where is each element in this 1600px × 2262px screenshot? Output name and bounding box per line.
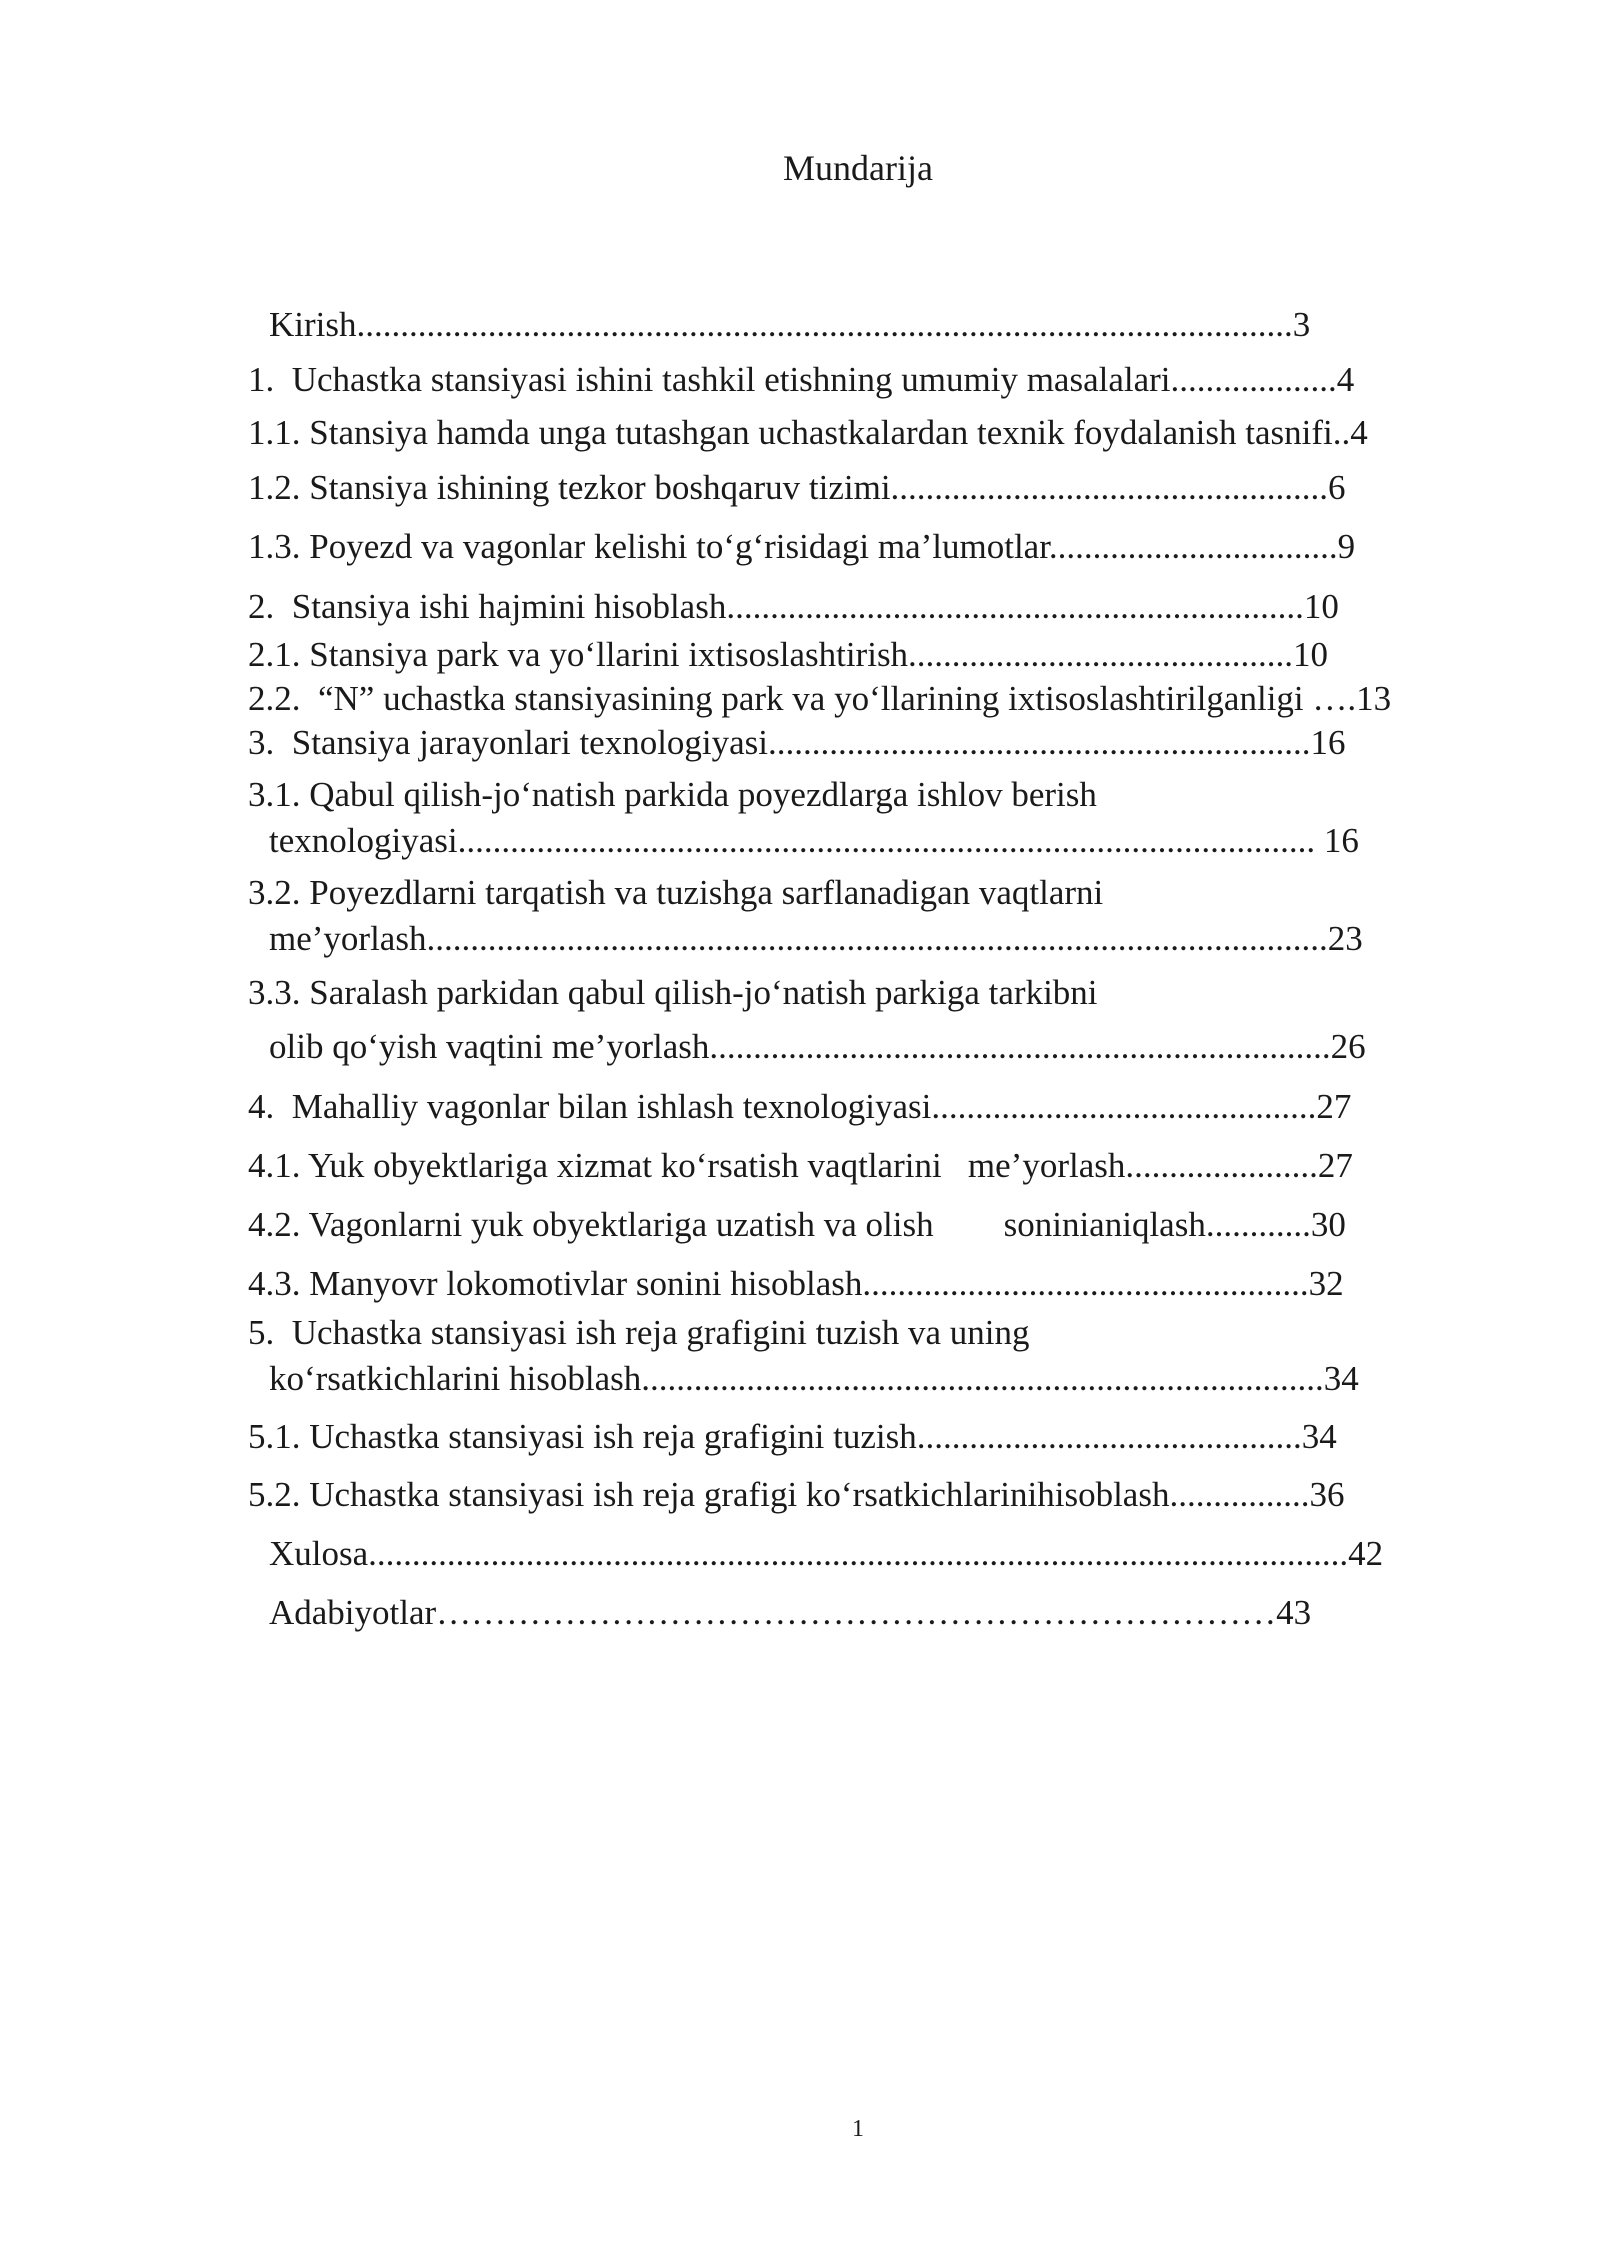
toc-entry-adabiyotlar[interactable]: Adabiyotlar………………………………………………………………43 (269, 1593, 1312, 1632)
toc-entry-3-2[interactable]: 3.2. Poyezdlarni tarqatish va tuzishga sarflanadigan vaqtlarni (248, 873, 1104, 912)
toc-entry-2-1[interactable]: 2.1. Stansiya park va yo‘llarini ixtisoslashtirish............................................10 (248, 635, 1329, 674)
toc-entry-2-2[interactable]: 2.2. “N” uchastka stansiyasining park va yo‘llarining ixtisoslashtirilganligi ….13 (248, 679, 1392, 718)
page-number: 1 (852, 2116, 864, 2142)
toc-entry-5[interactable]: 5. Uchastka stansiyasi ish reja grafigini tuzish va uning (248, 1313, 1030, 1352)
toc-entry-3-1-continued[interactable]: texnologiyasi.................................................................................................. 16 (269, 821, 1359, 860)
toc-entry-3[interactable]: 3. Stansiya jarayonlari texnologiyasi..............................................................16 (248, 723, 1346, 762)
toc-entry-4-2[interactable]: 4.2. Vagonlarni yuk obyektlariga uzatish va olish soninianiqlash............30 (248, 1205, 1346, 1244)
toc-entry-3-3[interactable]: 3.3. Saralash parkidan qabul qilish-jo‘natish parkiga tarkibni (248, 973, 1098, 1012)
toc-entry-2[interactable]: 2. Stansiya ishi hajmini hisoblash..................................................................10 (248, 587, 1339, 626)
toc-entry-3-3-continued[interactable]: olib qo‘yish vaqtini me’yorlash.......................................................................26 (269, 1027, 1366, 1066)
toc-entry-4-1[interactable]: 4.1. Yuk obyektlariga xizmat ko‘rsatish vaqtlarini me’yorlash......................27 (248, 1146, 1353, 1185)
toc-entry-5-1[interactable]: 5.1. Uchastka stansiyasi ish reja grafigini tuzish............................................34 (248, 1417, 1337, 1456)
toc-entry-kirish[interactable]: Kirish...........................................................................................................3 (269, 305, 1311, 344)
toc-entry-1-2[interactable]: 1.2. Stansiya ishining tezkor boshqaruv tizimi..................................................6 (248, 468, 1346, 507)
toc-entry-4[interactable]: 4. Mahalliy vagonlar bilan ishlash texnologiyasi............................................27 (248, 1087, 1352, 1126)
toc-entry-4-3[interactable]: 4.3. Manyovr lokomotivlar sonini hisoblash...................................................32 (248, 1264, 1344, 1303)
toc-entry-xulosa[interactable]: Xulosa................................................................................................................42 (269, 1534, 1384, 1573)
toc-entry-1-1[interactable]: 1.1. Stansiya hamda unga tutashgan uchastkalardan texnik foydalanish tasnifi..4 (248, 413, 1368, 452)
toc-entry-5-2[interactable]: 5.2. Uchastka stansiyasi ish reja grafigi ko‘rsatkichlarinihisoblash................36 (248, 1475, 1345, 1514)
toc-entry-1[interactable]: 1. Uchastka stansiyasi ishini tashkil etishning umumiy masalalari...................4 (248, 360, 1355, 399)
toc-entry-5-continued[interactable]: ko‘rsatkichlarini hisoblash..............................................................................34 (269, 1359, 1359, 1398)
page-title: Mundarija (783, 148, 933, 188)
toc-entry-3-2-continued[interactable]: me’yorlash.......................................................................................................23 (269, 919, 1363, 958)
toc-entry-1-3[interactable]: 1.3. Poyezd va vagonlar kelishi to‘g‘risidagi ma’lumotlar.................................9 (248, 527, 1356, 566)
toc-entry-3-1[interactable]: 3.1. Qabul qilish-jo‘natish parkida poyezdlarga ishlov berish (248, 775, 1097, 814)
